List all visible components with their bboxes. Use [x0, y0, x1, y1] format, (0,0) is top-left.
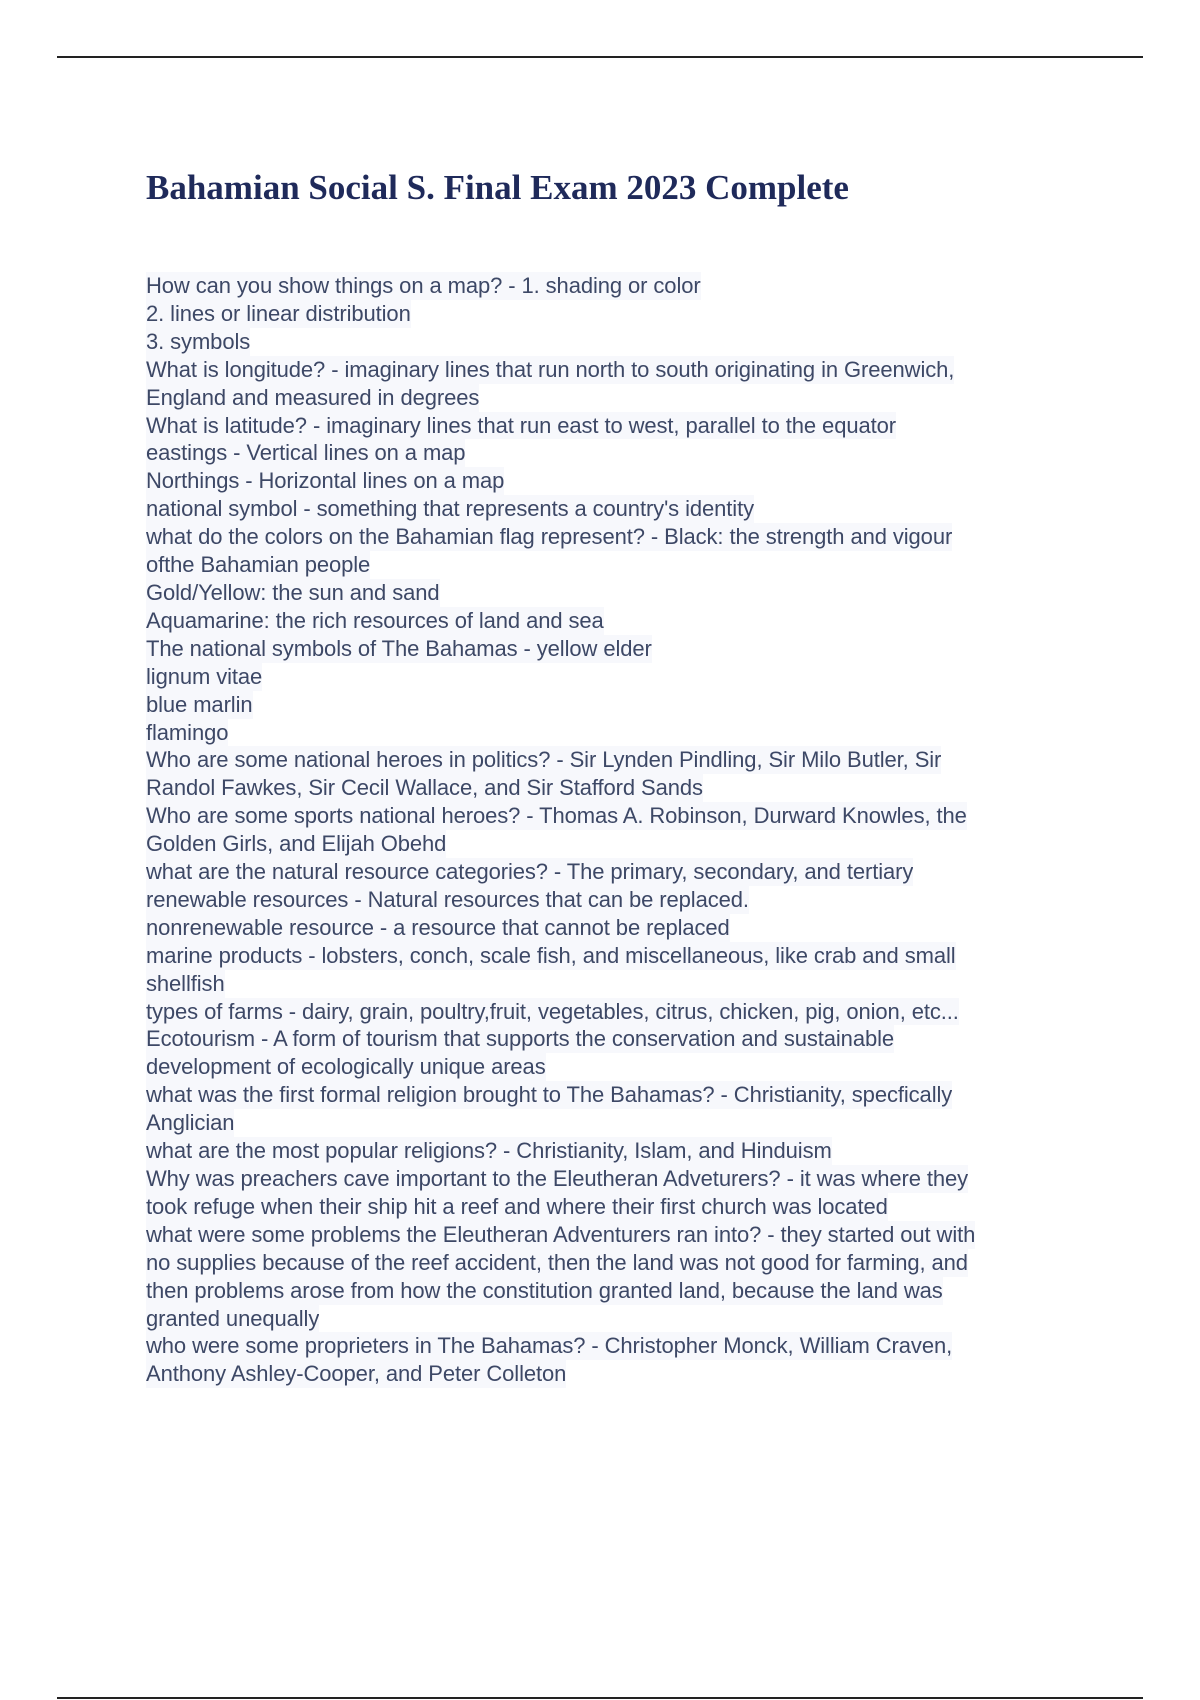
- body-line: no supplies because of the reef accident, then the land was not good for farming, and: [146, 1249, 968, 1275]
- top-rule: [57, 56, 1143, 58]
- body-line: what do the colors on the Bahamian flag represent? - Black: the strength and vigour: [146, 524, 953, 550]
- body-line: shellfish: [146, 970, 225, 996]
- body-line: what was the first formal religion brought to The Bahamas? - Christianity, specfically: [146, 1082, 953, 1108]
- body-line: Anthony Ashley-Cooper, and Peter Colleton: [146, 1361, 567, 1387]
- body-line: How can you show things on a map? - 1. shading or color: [146, 273, 701, 298]
- body-line: who were some proprieters in The Bahamas? - Christopher Monck, William Craven,: [146, 1333, 953, 1359]
- body-line: lignum vitae: [146, 663, 263, 689]
- body-line: then problems arose from how the constitution granted land, because the land was: [146, 1277, 943, 1303]
- body-line: Northings - Horizontal lines on a map: [146, 468, 505, 494]
- body-line: eastings - Vertical lines on a map: [146, 440, 466, 466]
- body-line: took refuge when their ship hit a reef and where their first church was located: [146, 1193, 888, 1219]
- body-line: renewable resources - Natural resources that can be replaced.: [146, 886, 749, 912]
- body-line: what are the most popular religions? - Christianity, Islam, and Hinduism: [146, 1138, 832, 1164]
- body-line: nonrenewable resource - a resource that cannot be replaced: [146, 914, 730, 940]
- body-line: types of farms - dairy, grain, poultry,fruit, vegetables, citrus, chicken, pig, onion, etc...: [146, 998, 959, 1024]
- body-line: ofthe Bahamian people: [146, 552, 371, 578]
- body-line: marine products - lobsters, conch, scale fish, and miscellaneous, like crab and small: [146, 942, 956, 968]
- body-line: Why was preachers cave important to the Eleutheran Adveturers? - it was where they: [146, 1166, 969, 1191]
- body-line: Ecotourism - A form of tourism that supports the conservation and sustainable: [146, 1026, 895, 1052]
- body-line: Who are some sports national heroes? - Thomas A. Robinson, Durward Knowles, the: [146, 803, 967, 829]
- body-line: What is latitude? - imaginary lines that run east to west, parallel to the equator: [146, 412, 896, 438]
- body-line: The national symbols of The Bahamas - yellow elder: [146, 635, 652, 661]
- body-line: Golden Girls, and Elijah Obehd: [146, 831, 447, 857]
- body-line: Gold/Yellow: the sun and sand: [146, 579, 440, 605]
- body-line: what were some problems the Eleutheran Adventurers ran into? - they started out with: [146, 1221, 976, 1247]
- body-line: what are the natural resource categories? - The primary, secondary, and tertiary: [146, 859, 914, 885]
- body-line: flamingo: [146, 719, 229, 745]
- body-line: Randol Fawkes, Sir Cecil Wallace, and Sir Stafford Sands: [146, 775, 703, 801]
- document-title: Bahamian Social S. Final Exam 2023 Complete: [146, 168, 849, 207]
- body-line: 2. lines or linear distribution: [146, 300, 411, 326]
- body-line: national symbol - something that represents a country's identity: [146, 496, 754, 522]
- body-line: blue marlin: [146, 691, 253, 717]
- body-line: What is longitude? - imaginary lines that run north to south originating in Greenwich,: [146, 356, 955, 382]
- body-line: Who are some national heroes in politics? - Sir Lynden Pindling, Sir Milo Butler, Sir: [146, 747, 942, 773]
- document-body: [146, 272, 1086, 1388]
- body-line: development of ecologically unique areas: [146, 1054, 546, 1080]
- body-line: England and measured in degrees: [146, 384, 480, 410]
- body-line: Anglician: [146, 1110, 235, 1136]
- bottom-rule: [57, 1697, 1143, 1699]
- body-line: Aquamarine: the rich resources of land and sea: [146, 607, 604, 633]
- body-line: 3. symbols: [146, 328, 251, 354]
- body-line: granted unequally: [146, 1305, 320, 1331]
